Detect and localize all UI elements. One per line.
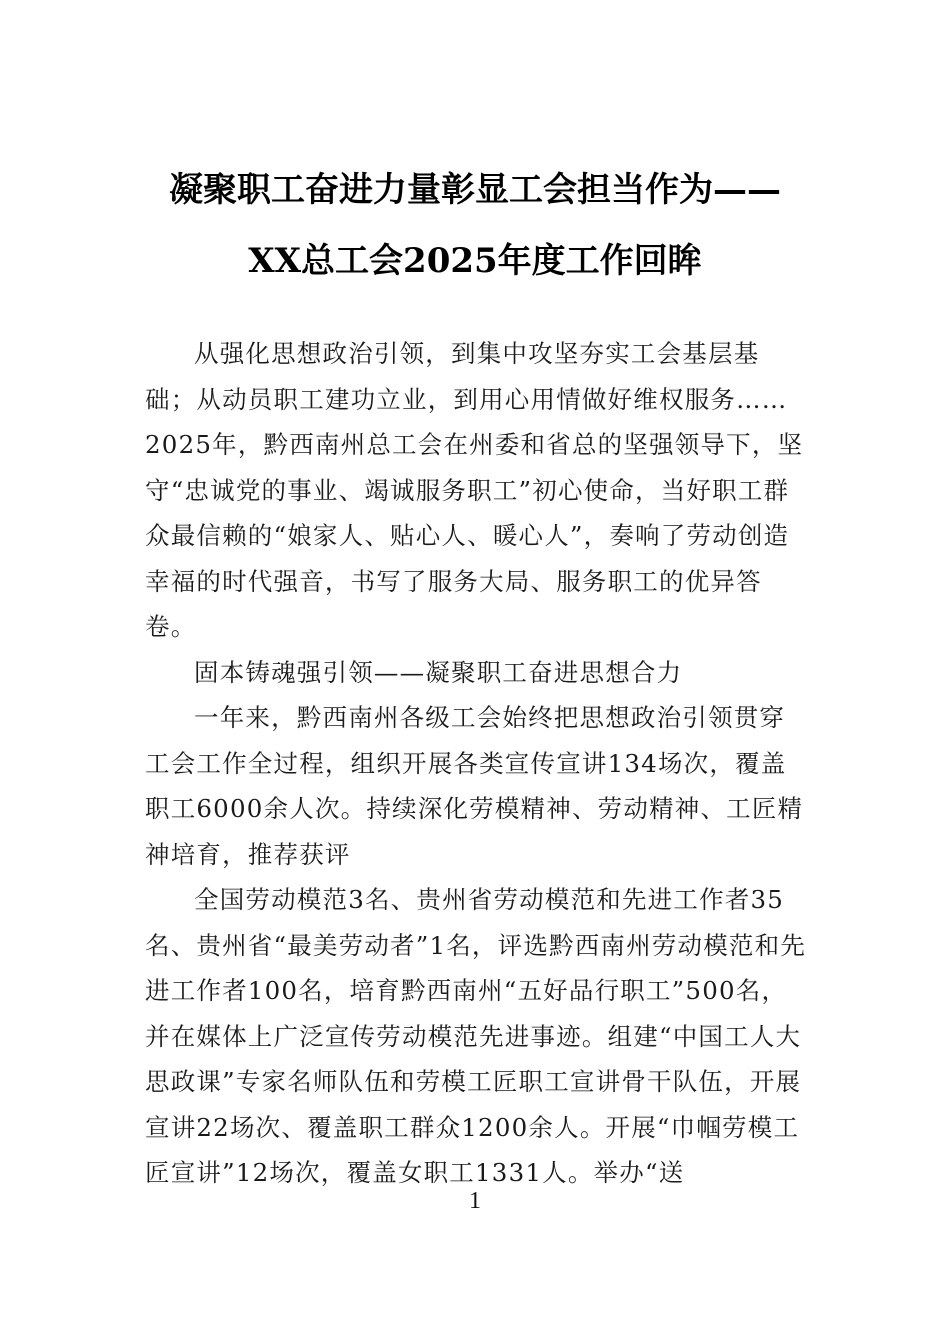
paragraph-section-1: 一年来，黔西南州各级工会始终把思想政治引领贯穿工会工作全过程，组织开展各类宣传宣讲134场次，覆盖职工6000余人次。持续深化劳模精神、劳动精神、工匠精神培育，推荐获评 bbox=[145, 703, 804, 869]
paragraph-intro: 从强化思想政治引领，到集中攻坚夯实工会基层基础；从动员职工建功立业，到用心用情做好维权服务……2025年，黔西南州总工会在州委和省总的坚强领导下，坚守“忠诚党的事业、竭诚服务职工”初心使命，当好职工群众最信赖的“娘家人、贴心人、暖心人”，奏响了劳动创造幸福的时代强音，书写了服务大局、服务职工的优异答卷。 bbox=[145, 339, 804, 641]
paragraph-section-2: 全国劳动模范3名、贵州省劳动模范和先进工作者35名、贵州省“最美劳动者”1名，评选黔西南州劳动模范和先进工作者100名，培育黔西南州“五好品行职工”500名，并在媒体上广泛宣传劳动模范先进事迹。组建“中国工人大思政课”专家名师队伍和劳模工匠职工宣讲骨干队伍，开展宣讲22场次、覆盖职工群众1200余人。开展“巾帼劳模工匠宣讲”12场次，覆盖女职工1331人。举办“送 bbox=[145, 885, 807, 1187]
page-number: 1 bbox=[469, 1188, 481, 1214]
document-body bbox=[145, 331, 810, 1196]
document-title-line-2: XX总工会2025年度工作回眸 bbox=[248, 241, 702, 281]
section-heading: 固本铸魂强引领——凝聚职工奋进思想合力 bbox=[194, 657, 683, 687]
document-title-line-1: 凝聚职工奋进力量彰显工会担当作为—— bbox=[169, 170, 781, 210]
